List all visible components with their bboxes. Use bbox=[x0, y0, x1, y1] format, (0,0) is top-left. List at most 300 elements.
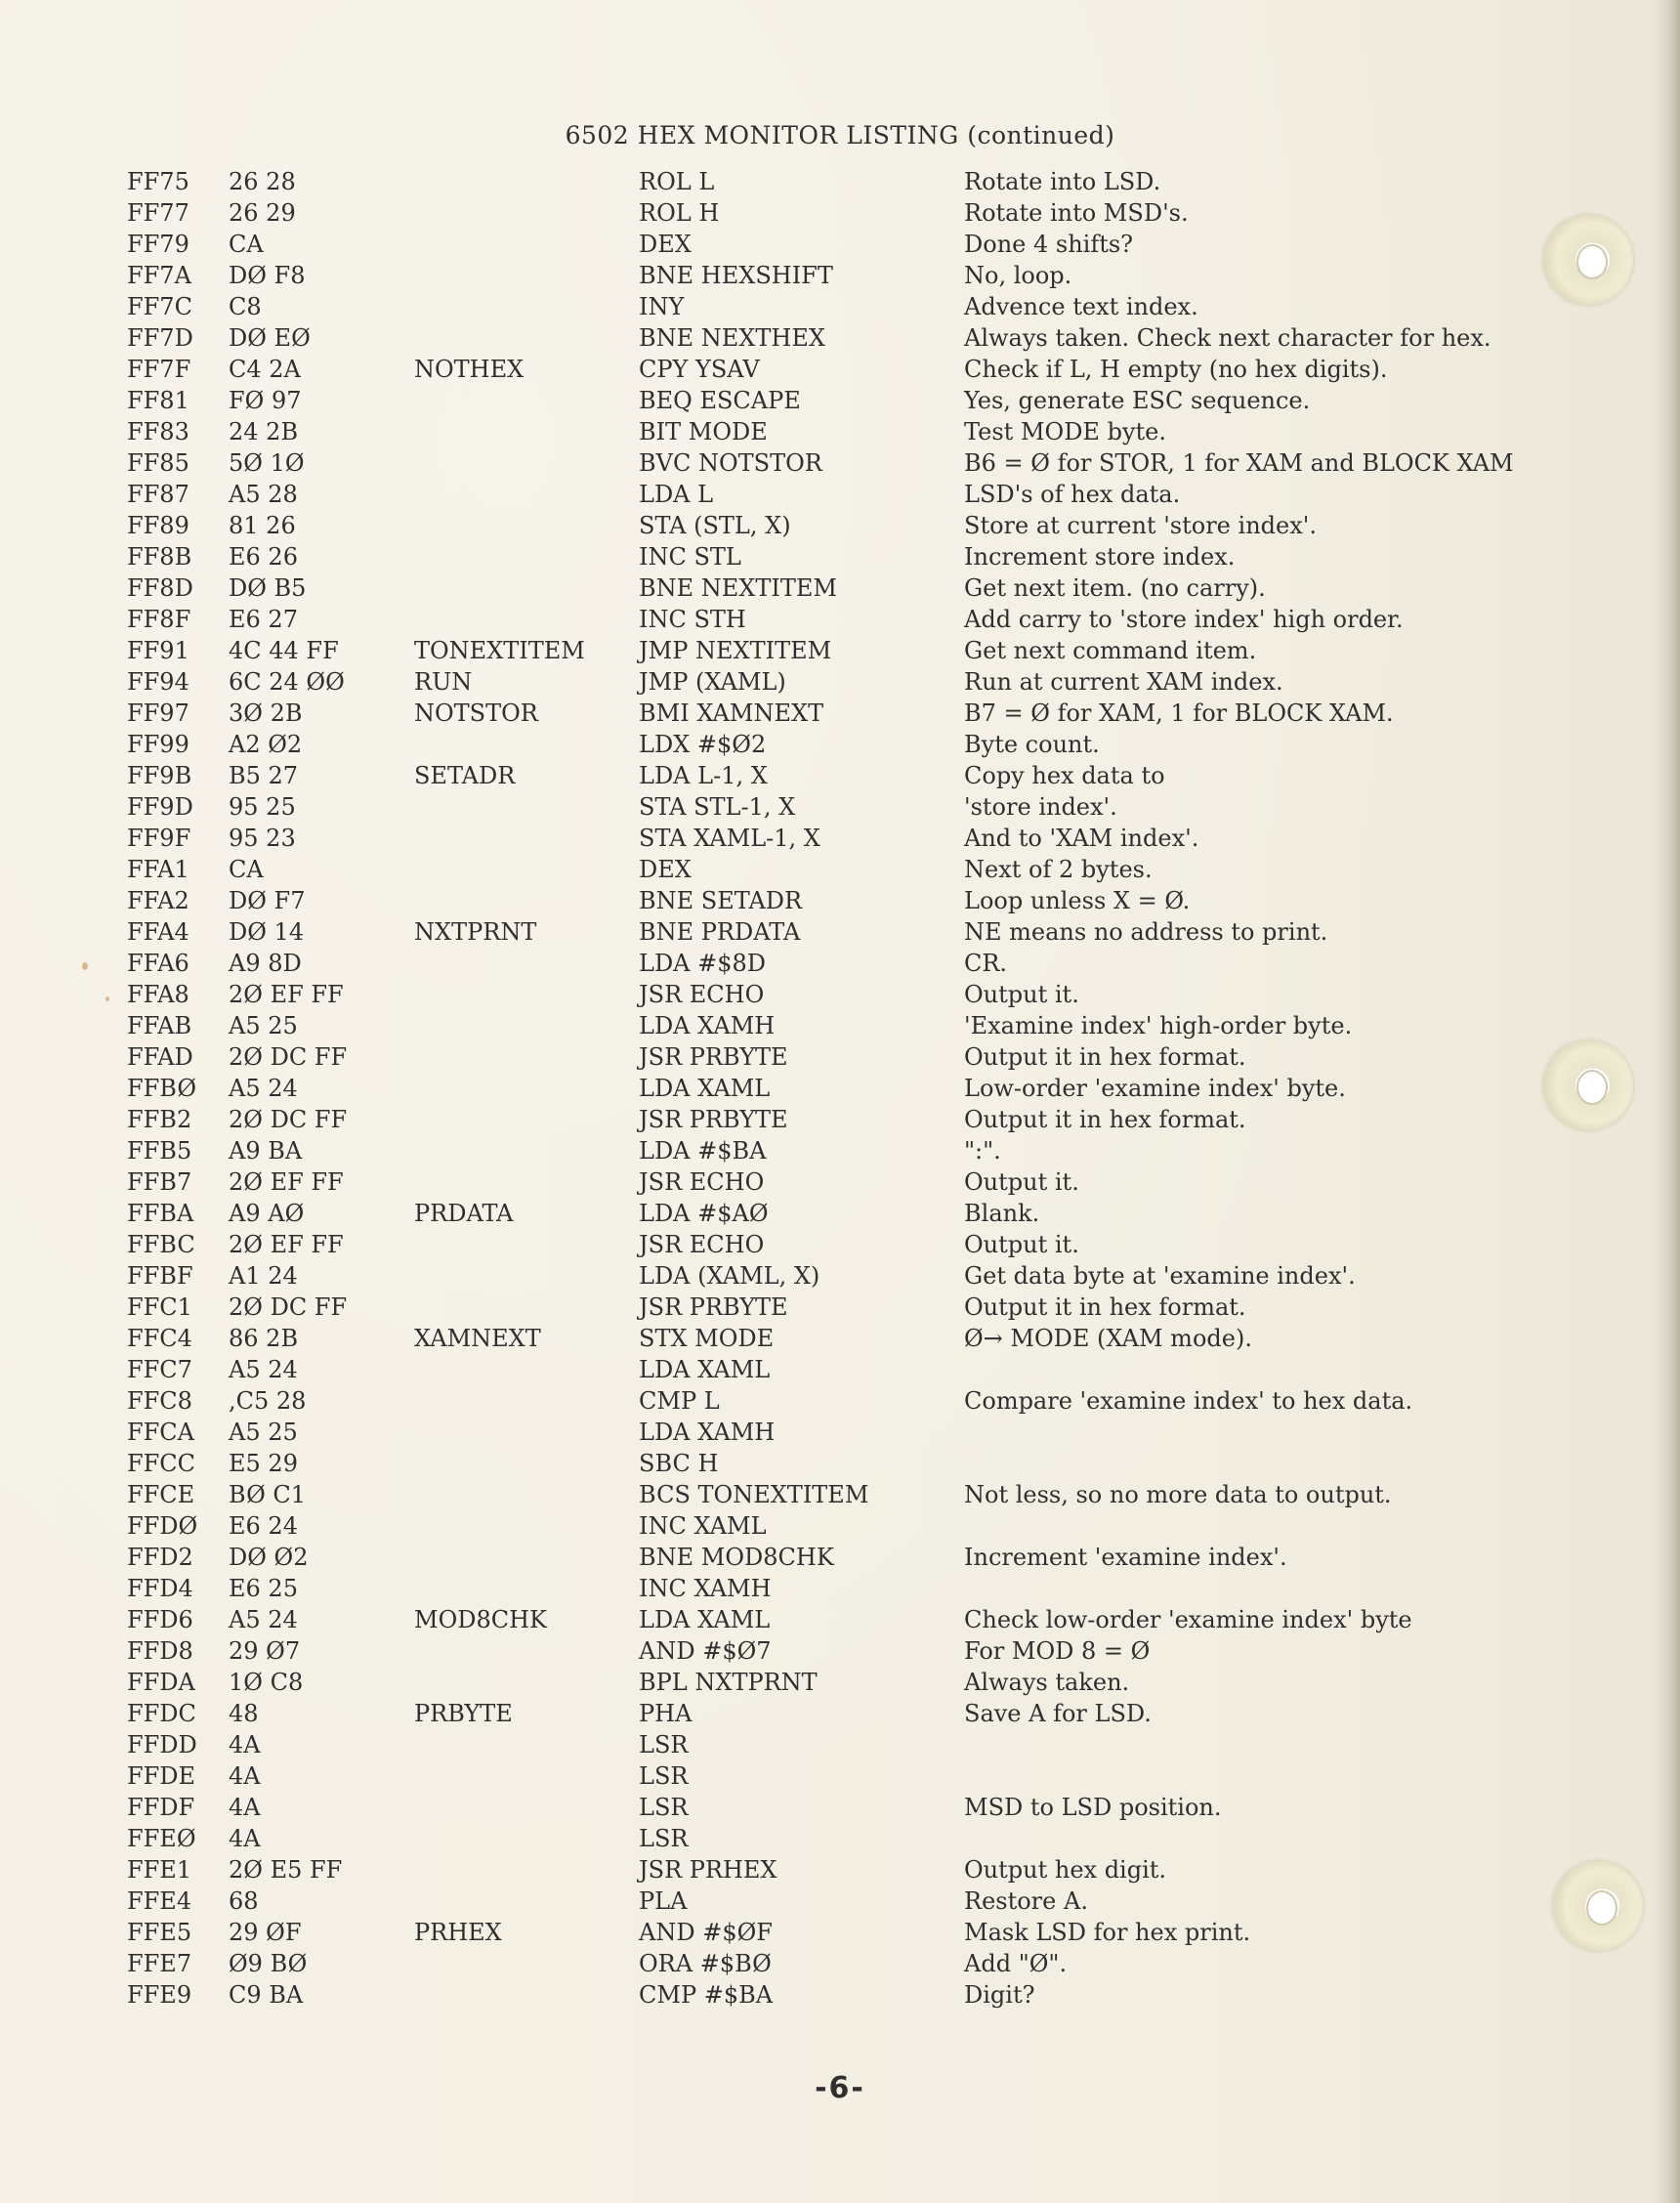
label-cell: TONEXTITEM bbox=[414, 637, 585, 664]
instruction-cell: ROL L bbox=[639, 168, 715, 195]
instruction-cell: INC STH bbox=[639, 606, 746, 633]
listing-row bbox=[127, 572, 1621, 604]
listing-row bbox=[127, 1917, 1621, 1948]
instruction-cell: LDA XAMH bbox=[639, 1012, 776, 1039]
paper-speck bbox=[105, 996, 109, 1001]
listing-row bbox=[127, 1729, 1621, 1760]
address-cell: FFE7 bbox=[127, 1950, 192, 1977]
listing-row bbox=[127, 1104, 1621, 1135]
listing-row bbox=[127, 1823, 1621, 1854]
comment-cell: MSD to LSD position. bbox=[964, 1794, 1222, 1821]
address-cell: FFA2 bbox=[127, 887, 189, 914]
listing-row bbox=[127, 1542, 1621, 1573]
opcode-bytes-cell: BØ C1 bbox=[229, 1481, 307, 1508]
comment-cell: Test MODE byte. bbox=[964, 418, 1166, 445]
address-cell: FF77 bbox=[127, 199, 189, 227]
listing-row bbox=[127, 1760, 1621, 1792]
listing-row bbox=[127, 1979, 1621, 2011]
instruction-cell: PLA bbox=[639, 1887, 688, 1915]
listing-row bbox=[127, 948, 1621, 979]
comment-cell: No, loop. bbox=[964, 262, 1072, 289]
opcode-bytes-cell: A5 24 bbox=[229, 1356, 298, 1383]
comment-cell: Get next item. (no carry). bbox=[964, 574, 1266, 602]
instruction-cell: BNE SETADR bbox=[639, 887, 803, 914]
opcode-bytes-cell: 1Ø C8 bbox=[229, 1669, 304, 1696]
comment-cell: Run at current XAM index. bbox=[964, 668, 1283, 696]
label-cell: PRDATA bbox=[414, 1200, 514, 1227]
instruction-cell: AND #$Ø7 bbox=[639, 1637, 772, 1665]
code-listing bbox=[127, 166, 1621, 2011]
address-cell: FF7F bbox=[127, 356, 191, 383]
listing-row bbox=[127, 1417, 1621, 1448]
listing-row bbox=[127, 791, 1621, 823]
instruction-cell: BNE PRDATA bbox=[639, 918, 801, 946]
address-cell: FFE1 bbox=[127, 1856, 192, 1884]
opcode-bytes-cell: 68 bbox=[229, 1887, 259, 1915]
comment-cell: And to 'XAM index'. bbox=[964, 825, 1199, 852]
listing-row bbox=[127, 1135, 1621, 1166]
instruction-cell: LSR bbox=[639, 1762, 689, 1790]
instruction-cell: LSR bbox=[639, 1731, 689, 1758]
instruction-cell: JSR PRHEX bbox=[639, 1856, 777, 1884]
opcode-bytes-cell: 26 28 bbox=[229, 168, 296, 195]
listing-row bbox=[127, 635, 1621, 666]
page-number: -6- bbox=[815, 2071, 865, 2105]
instruction-cell: JSR ECHO bbox=[639, 1168, 765, 1196]
instruction-cell: BNE HEXSHIFT bbox=[639, 262, 833, 289]
instruction-cell: INC XAML bbox=[639, 1512, 767, 1540]
comment-cell: Yes, generate ESC sequence. bbox=[964, 387, 1311, 414]
listing-row bbox=[127, 1604, 1621, 1635]
opcode-bytes-cell: Ø9 BØ bbox=[229, 1950, 308, 1977]
comment-cell: LSD's of hex data. bbox=[964, 481, 1181, 508]
comment-cell: Blank. bbox=[964, 1200, 1040, 1227]
listing-row bbox=[127, 385, 1621, 416]
listing-row bbox=[127, 166, 1621, 197]
instruction-cell: INC STL bbox=[639, 543, 741, 571]
listing-row bbox=[127, 1229, 1621, 1260]
instruction-cell: BNE MOD8CHK bbox=[639, 1544, 834, 1571]
listing-row bbox=[127, 1698, 1621, 1729]
address-cell: FFE4 bbox=[127, 1887, 192, 1915]
comment-cell: Store at current 'store index'. bbox=[964, 512, 1317, 539]
address-cell: FFDF bbox=[127, 1794, 195, 1821]
instruction-cell: BPL NXTPRNT bbox=[639, 1669, 818, 1696]
address-cell: FFCA bbox=[127, 1419, 194, 1446]
listing-row bbox=[127, 729, 1621, 760]
instruction-cell: LDA #$8D bbox=[639, 950, 767, 977]
listing-row bbox=[127, 1198, 1621, 1229]
comment-cell: Add "Ø". bbox=[964, 1950, 1068, 1977]
address-cell: FFA4 bbox=[127, 918, 189, 946]
listing-row bbox=[127, 260, 1621, 291]
address-cell: FFC7 bbox=[127, 1356, 192, 1383]
instruction-cell: SBC H bbox=[639, 1450, 719, 1477]
instruction-cell: STA XAML-1, X bbox=[639, 825, 820, 852]
listing-row bbox=[127, 1385, 1621, 1417]
listing-row bbox=[127, 197, 1621, 229]
listing-row bbox=[127, 666, 1621, 698]
instruction-cell: CPY YSAV bbox=[639, 356, 760, 383]
opcode-bytes-cell: A2 Ø2 bbox=[229, 731, 303, 758]
address-cell: FFCC bbox=[127, 1450, 196, 1477]
listing-row bbox=[127, 1885, 1621, 1917]
listing-row bbox=[127, 979, 1621, 1010]
opcode-bytes-cell: 2Ø EF FF bbox=[229, 981, 344, 1008]
listing-row bbox=[127, 1479, 1621, 1510]
listing-row bbox=[127, 354, 1621, 385]
address-cell: FF89 bbox=[127, 512, 189, 539]
opcode-bytes-cell: E6 24 bbox=[229, 1512, 298, 1540]
comment-cell: Output it in hex format. bbox=[964, 1106, 1246, 1133]
comment-cell: Check if L, H empty (no hex digits). bbox=[964, 356, 1388, 383]
listing-row bbox=[127, 854, 1621, 885]
opcode-bytes-cell: 29 Ø7 bbox=[229, 1637, 301, 1665]
instruction-cell: STA (STL, X) bbox=[639, 512, 791, 539]
listing-row bbox=[127, 1354, 1621, 1385]
instruction-cell: JMP NEXTITEM bbox=[639, 637, 832, 664]
label-cell: SETADR bbox=[414, 762, 516, 789]
listing-row bbox=[127, 1854, 1621, 1885]
comment-cell: Rotate into MSD's. bbox=[964, 199, 1189, 227]
listing-row bbox=[127, 1948, 1621, 1979]
opcode-bytes-cell: 6C 24 ØØ bbox=[229, 668, 345, 696]
instruction-cell: BMI XAMNEXT bbox=[639, 699, 824, 727]
instruction-cell: BEQ ESCAPE bbox=[639, 387, 801, 414]
listing-row bbox=[127, 1073, 1621, 1104]
address-cell: FFA1 bbox=[127, 856, 189, 883]
opcode-bytes-cell: DØ EØ bbox=[229, 324, 311, 352]
instruction-cell: INY bbox=[639, 293, 685, 320]
opcode-bytes-cell: DØ B5 bbox=[229, 574, 307, 602]
listing-row bbox=[127, 1448, 1621, 1479]
instruction-cell: AND #$ØF bbox=[639, 1919, 773, 1946]
address-cell: FFCE bbox=[127, 1481, 195, 1508]
instruction-cell: LDA L bbox=[639, 481, 714, 508]
opcode-bytes-cell: DØ 14 bbox=[229, 918, 305, 946]
listing-row bbox=[127, 229, 1621, 260]
opcode-bytes-cell: A9 8D bbox=[229, 950, 302, 977]
instruction-cell: STX MODE bbox=[639, 1325, 775, 1352]
comment-cell: Mask LSD for hex print. bbox=[964, 1919, 1251, 1946]
instruction-cell: JSR PRBYTE bbox=[639, 1106, 788, 1133]
opcode-bytes-cell: ,C5 28 bbox=[229, 1387, 307, 1415]
comment-cell: Get next command item. bbox=[964, 637, 1257, 664]
listing-row bbox=[127, 541, 1621, 572]
opcode-bytes-cell: A9 AØ bbox=[229, 1200, 305, 1227]
instruction-cell: LSR bbox=[639, 1794, 689, 1821]
instruction-cell: LDX #$Ø2 bbox=[639, 731, 767, 758]
opcode-bytes-cell: 48 bbox=[229, 1700, 259, 1727]
comment-cell: Not less, so no more data to output. bbox=[964, 1481, 1392, 1508]
opcode-bytes-cell: 4A bbox=[229, 1794, 261, 1821]
listing-row bbox=[127, 1260, 1621, 1292]
comment-cell: Output hex digit. bbox=[964, 1856, 1167, 1884]
opcode-bytes-cell: A9 BA bbox=[229, 1137, 303, 1165]
opcode-bytes-cell: A5 25 bbox=[229, 1419, 298, 1446]
instruction-cell: LDA L-1, X bbox=[639, 762, 768, 789]
address-cell: FFC1 bbox=[127, 1293, 192, 1321]
comment-cell: Increment store index. bbox=[964, 543, 1236, 571]
address-cell: FF94 bbox=[127, 668, 189, 696]
instruction-cell: LDA #$AØ bbox=[639, 1200, 769, 1227]
instruction-cell: JMP (XAML) bbox=[639, 668, 786, 696]
address-cell: FFDC bbox=[127, 1700, 196, 1727]
address-cell: FFE9 bbox=[127, 1981, 192, 2009]
listing-row bbox=[127, 322, 1621, 354]
address-cell: FF8B bbox=[127, 543, 192, 571]
address-cell: FF85 bbox=[127, 449, 189, 477]
opcode-bytes-cell: E5 29 bbox=[229, 1450, 298, 1477]
address-cell: FFAB bbox=[127, 1012, 192, 1039]
opcode-bytes-cell: A5 24 bbox=[229, 1606, 298, 1633]
comment-cell: Next of 2 bytes. bbox=[964, 856, 1153, 883]
address-cell: FFDE bbox=[127, 1762, 196, 1790]
opcode-bytes-cell: C8 bbox=[229, 293, 262, 320]
label-cell: NXTPRNT bbox=[414, 918, 537, 946]
listing-row bbox=[127, 1573, 1621, 1604]
instruction-cell: BNE NEXTHEX bbox=[639, 324, 825, 352]
opcode-bytes-cell: C4 2A bbox=[229, 356, 301, 383]
opcode-bytes-cell: 5Ø 1Ø bbox=[229, 449, 305, 477]
listing-row bbox=[127, 604, 1621, 635]
address-cell: FFBF bbox=[127, 1262, 193, 1290]
address-cell: FFD6 bbox=[127, 1606, 193, 1633]
listing-row bbox=[127, 1041, 1621, 1073]
comment-cell: Ø→ MODE (XAM mode). bbox=[964, 1325, 1252, 1352]
address-cell: FFC8 bbox=[127, 1387, 192, 1415]
instruction-cell: JSR ECHO bbox=[639, 981, 765, 1008]
opcode-bytes-cell: 86 2B bbox=[229, 1325, 299, 1352]
comment-cell: Rotate into LSD. bbox=[964, 168, 1161, 195]
comment-cell: Always taken. bbox=[964, 1669, 1130, 1696]
address-cell: FFDØ bbox=[127, 1512, 198, 1540]
instruction-cell: JSR PRBYTE bbox=[639, 1043, 788, 1071]
instruction-cell: CMP L bbox=[639, 1387, 720, 1415]
comment-cell: Add carry to 'store index' high order. bbox=[964, 606, 1404, 633]
comment-cell: For MOD 8 = Ø bbox=[964, 1637, 1151, 1665]
label-cell: RUN bbox=[414, 668, 473, 696]
comment-cell: Byte count. bbox=[964, 731, 1100, 758]
address-cell: FF81 bbox=[127, 387, 189, 414]
listing-row bbox=[127, 916, 1621, 948]
opcode-bytes-cell: 26 29 bbox=[229, 199, 296, 227]
listing-row bbox=[127, 1292, 1621, 1323]
comment-cell: Advence text index. bbox=[964, 293, 1198, 320]
opcode-bytes-cell: FØ 97 bbox=[229, 387, 302, 414]
opcode-bytes-cell: B5 27 bbox=[229, 762, 299, 789]
address-cell: FF7D bbox=[127, 324, 193, 352]
instruction-cell: LDA XAML bbox=[639, 1606, 771, 1633]
listing-row bbox=[127, 1635, 1621, 1667]
address-cell: FFD2 bbox=[127, 1544, 193, 1571]
opcode-bytes-cell: 4A bbox=[229, 1825, 261, 1852]
instruction-cell: DEX bbox=[639, 856, 692, 883]
address-cell: FFA8 bbox=[127, 981, 189, 1008]
comment-cell: Low-order 'examine index' byte. bbox=[964, 1075, 1346, 1102]
instruction-cell: LDA (XAML, X) bbox=[639, 1262, 820, 1290]
address-cell: FFAD bbox=[127, 1043, 193, 1071]
address-cell: FFEØ bbox=[127, 1825, 196, 1852]
opcode-bytes-cell: A5 24 bbox=[229, 1075, 298, 1102]
listing-row bbox=[127, 698, 1621, 729]
address-cell: FFA6 bbox=[127, 950, 189, 977]
address-cell: FF87 bbox=[127, 481, 189, 508]
comment-cell: Get data byte at 'examine index'. bbox=[964, 1262, 1356, 1290]
address-cell: FF99 bbox=[127, 731, 189, 758]
instruction-cell: PHA bbox=[639, 1700, 693, 1727]
address-cell: FFE5 bbox=[127, 1919, 192, 1946]
label-cell: PRHEX bbox=[414, 1919, 502, 1946]
comment-cell: Output it. bbox=[964, 1168, 1079, 1196]
address-cell: FF83 bbox=[127, 418, 189, 445]
opcode-bytes-cell: CA bbox=[229, 856, 264, 883]
opcode-bytes-cell: 29 ØF bbox=[229, 1919, 302, 1946]
opcode-bytes-cell: 2Ø DC FF bbox=[229, 1106, 348, 1133]
label-cell: NOTSTOR bbox=[414, 699, 538, 727]
opcode-bytes-cell: E6 27 bbox=[229, 606, 298, 633]
address-cell: FF8D bbox=[127, 574, 193, 602]
listing-row bbox=[127, 479, 1621, 510]
comment-cell: Compare 'examine index' to hex data. bbox=[964, 1387, 1413, 1415]
address-cell: FF75 bbox=[127, 168, 189, 195]
instruction-cell: STA STL-1, X bbox=[639, 793, 796, 821]
address-cell: FFC4 bbox=[127, 1325, 192, 1352]
instruction-cell: LDA XAMH bbox=[639, 1419, 776, 1446]
address-cell: FFDD bbox=[127, 1731, 197, 1758]
opcode-bytes-cell: DØ F7 bbox=[229, 887, 306, 914]
instruction-cell: LDA XAML bbox=[639, 1075, 771, 1102]
listing-row bbox=[127, 1010, 1621, 1041]
instruction-cell: DEX bbox=[639, 231, 692, 258]
address-cell: FF9B bbox=[127, 762, 192, 789]
opcode-bytes-cell: 2Ø EF FF bbox=[229, 1168, 344, 1196]
listing-row bbox=[127, 823, 1621, 854]
address-cell: FF7C bbox=[127, 293, 192, 320]
opcode-bytes-cell: A1 24 bbox=[229, 1262, 298, 1290]
comment-cell: 'store index'. bbox=[964, 793, 1117, 821]
address-cell: FF97 bbox=[127, 699, 189, 727]
comment-cell: Increment 'examine index'. bbox=[964, 1544, 1287, 1571]
opcode-bytes-cell: 2Ø E5 FF bbox=[229, 1856, 343, 1884]
instruction-cell: CMP #$BA bbox=[639, 1981, 774, 2009]
label-cell: NOTHEX bbox=[414, 356, 525, 383]
listing-row bbox=[127, 1323, 1621, 1354]
instruction-cell: LDA XAML bbox=[639, 1356, 771, 1383]
opcode-bytes-cell: 2Ø DC FF bbox=[229, 1043, 348, 1071]
page-title: 6502 HEX MONITOR LISTING (continued) bbox=[565, 121, 1115, 149]
address-cell: FFBC bbox=[127, 1231, 195, 1258]
address-cell: FFD4 bbox=[127, 1575, 193, 1602]
comment-cell: Digit? bbox=[964, 1981, 1035, 2009]
opcode-bytes-cell: 4A bbox=[229, 1731, 261, 1758]
label-cell: XAMNEXT bbox=[414, 1325, 541, 1352]
instruction-cell: JSR ECHO bbox=[639, 1231, 765, 1258]
comment-cell: 'Examine index' high-order byte. bbox=[964, 1012, 1353, 1039]
instruction-cell: JSR PRBYTE bbox=[639, 1293, 788, 1321]
opcode-bytes-cell: DØ Ø2 bbox=[229, 1544, 309, 1571]
instruction-cell: BVC NOTSTOR bbox=[639, 449, 822, 477]
address-cell: FF9F bbox=[127, 825, 191, 852]
instruction-cell: BNE NEXTITEM bbox=[639, 574, 837, 602]
listing-row bbox=[127, 1166, 1621, 1198]
instruction-cell: ORA #$BØ bbox=[639, 1950, 772, 1977]
instruction-cell: INC XAMH bbox=[639, 1575, 772, 1602]
address-cell: FFB7 bbox=[127, 1168, 192, 1196]
comment-cell: Output it in hex format. bbox=[964, 1293, 1246, 1321]
listing-row bbox=[127, 416, 1621, 447]
address-cell: FFDA bbox=[127, 1669, 195, 1696]
comment-cell: CR. bbox=[964, 950, 1008, 977]
address-cell: FF7A bbox=[127, 262, 191, 289]
comment-cell: NE means no address to print. bbox=[964, 918, 1328, 946]
opcode-bytes-cell: 81 26 bbox=[229, 512, 296, 539]
opcode-bytes-cell: C9 BA bbox=[229, 1981, 304, 2009]
opcode-bytes-cell: A5 28 bbox=[229, 481, 298, 508]
opcode-bytes-cell: 2Ø EF FF bbox=[229, 1231, 344, 1258]
comment-cell: B6 = Ø for STOR, 1 for XAM and BLOCK XAM bbox=[964, 449, 1514, 477]
opcode-bytes-cell: 2Ø DC FF bbox=[229, 1293, 348, 1321]
listing-row bbox=[127, 510, 1621, 541]
opcode-bytes-cell: E6 25 bbox=[229, 1575, 298, 1602]
opcode-bytes-cell: E6 26 bbox=[229, 543, 298, 571]
listing-row bbox=[127, 885, 1621, 916]
listing-row bbox=[127, 1792, 1621, 1823]
address-cell: FF8F bbox=[127, 606, 191, 633]
comment-cell: Output it. bbox=[964, 981, 1079, 1008]
page-edge-shadow bbox=[1651, 0, 1680, 2203]
address-cell: FFB5 bbox=[127, 1137, 192, 1165]
listing-row bbox=[127, 1667, 1621, 1698]
listing-row bbox=[127, 291, 1621, 322]
comment-cell: Check low-order 'examine index' byte bbox=[964, 1606, 1412, 1633]
listing-row bbox=[127, 760, 1621, 791]
address-cell: FFB2 bbox=[127, 1106, 192, 1133]
listing-row bbox=[127, 1510, 1621, 1542]
instruction-cell: LSR bbox=[639, 1825, 689, 1852]
address-cell: FFBØ bbox=[127, 1075, 197, 1102]
instruction-cell: BCS TONEXTITEM bbox=[639, 1481, 869, 1508]
comment-cell: Output it. bbox=[964, 1231, 1079, 1258]
opcode-bytes-cell: 95 25 bbox=[229, 793, 296, 821]
comment-cell: Always taken. Check next character for hex. bbox=[964, 324, 1491, 352]
opcode-bytes-cell: 4C 44 FF bbox=[229, 637, 339, 664]
comment-cell: Loop unless X = Ø. bbox=[964, 887, 1191, 914]
opcode-bytes-cell: 95 23 bbox=[229, 825, 296, 852]
opcode-bytes-cell: DØ F8 bbox=[229, 262, 306, 289]
address-cell: FFBA bbox=[127, 1200, 194, 1227]
instruction-cell: ROL H bbox=[639, 199, 720, 227]
paper-speck bbox=[82, 962, 88, 970]
label-cell: MOD8CHK bbox=[414, 1606, 547, 1633]
comment-cell: Save A for LSD. bbox=[964, 1700, 1152, 1727]
opcode-bytes-cell: 4A bbox=[229, 1762, 261, 1790]
opcode-bytes-cell: 24 2B bbox=[229, 418, 299, 445]
opcode-bytes-cell: CA bbox=[229, 231, 264, 258]
opcode-bytes-cell: 3Ø 2B bbox=[229, 699, 303, 727]
instruction-cell: LDA #$BA bbox=[639, 1137, 767, 1165]
listing-row bbox=[127, 447, 1621, 479]
comment-cell: Restore A. bbox=[964, 1887, 1088, 1915]
comment-cell: ":". bbox=[964, 1137, 1001, 1165]
comment-cell: Copy hex data to bbox=[964, 762, 1165, 789]
label-cell: PRBYTE bbox=[414, 1700, 513, 1727]
address-cell: FF91 bbox=[127, 637, 189, 664]
address-cell: FFD8 bbox=[127, 1637, 193, 1665]
comment-cell: Output it in hex format. bbox=[964, 1043, 1246, 1071]
comment-cell: B7 = Ø for XAM, 1 for BLOCK XAM. bbox=[964, 699, 1394, 727]
instruction-cell: BIT MODE bbox=[639, 418, 768, 445]
